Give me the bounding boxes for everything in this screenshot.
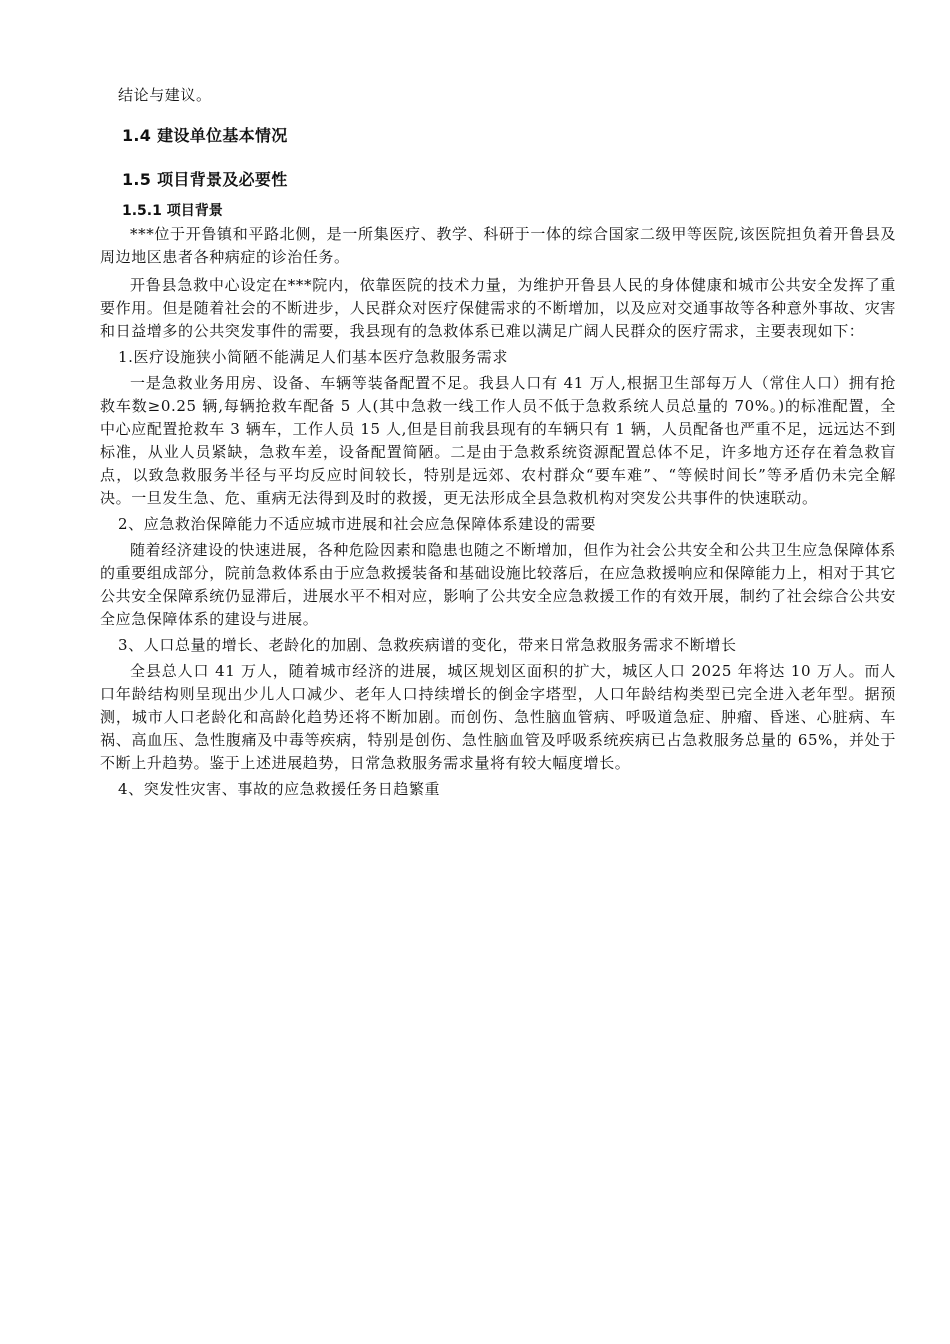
- heading-1-5-1: 1.5.1 项目背景: [122, 203, 223, 219]
- page-content: [100, 84, 896, 801]
- item-2-title: 2、应急救治保障能力不适应城市进展和社会应急保障体系建设的需要: [118, 515, 597, 533]
- heading-1-4: 1.4 建设单位基本情况: [122, 126, 288, 145]
- item-3-title: 3、人口总量的增长、老龄化的加剧、急救疾病谱的变化，带来日常急救服务需求不断增长: [118, 636, 737, 654]
- item-3-body: 全县总人口 41 万人，随着城市经济的进展，城区规划区面积的扩大，城区人口 2025 年将达 10 万人。而人口年龄结构则呈现出少儿人口减少、老年人口持续增长的倒金字塔型，人口年龄结构类型已完全进入老年型。据预测，城市人口老龄化和高龄化趋势还将不断加剧。而创伤、急性脑血管病、呼吸道急症、肿瘤、昏迷、心脏病、车祸、高血压、急性腹痛及中毒等疾病，特别是创伤、急性脑血管及呼吸系统疾病已占急救服务总量的 65%，并处于不断上升趋势。鉴于上述进展趋势，日常急救服务需求量将有较大幅度增长。: [100, 662, 896, 772]
- item-1-title: 1.医疗设施狭小简陋不能满足人们基本医疗急救服务需求: [118, 348, 508, 366]
- item-2-body: 随着经济建设的快速进展，各种危险因素和隐患也随之不断增加，但作为社会公共安全和公共卫生应急保障体系的重要组成部分，院前急救体系由于应急救援装备和基础设施比较落后，在应急救援响应和保障能力上，相对于其它公共安全保障系统仍显滞后，进展水平不相对应，影响了公共安全应急救援工作的有效开展，制约了社会综合公共安全应急保障体系的建设与进展。: [100, 541, 896, 628]
- paragraph-conclusion-tail: 结论与建议。: [118, 86, 212, 104]
- heading-1-5: 1.5 项目背景及必要性: [122, 170, 288, 189]
- paragraph-hospital-intro: ***位于开鲁镇和平路北侧，是一所集医疗、教学、科研于一体的综合国家二级甲等医院,该医院担负着开鲁县及周边地区患者各种病症的诊治任务。: [100, 225, 896, 266]
- paragraph-emergency-center: 开鲁县急救中心设定在***院内，依靠医院的技术力量，为维护开鲁县人民的身体健康和城市公共安全发挥了重要作用。但是随着社会的不断进步，人民群众对医疗保健需求的不断增加，以及应对交通事故等各种意外事故、灾害和日益增多的公共突发事件的需要，我县现有的急救体系已难以满足广阔人民群众的医疗需求，主要表现如下：: [100, 276, 896, 340]
- item-1-body: 一是急救业务用房、设备、车辆等装备配置不足。我县人口有 41 万人,根据卫生部每万人（常住人口）拥有抢救车数≥0.25 辆,每辆抢救车配备 5 人(其中急救一线工作人员不低于急救系统人员总量的 70%。)的标准配置，全中心应配置抢救车 3 辆车，工作人员 15 人,但是目前我县现有的车辆只有 1 辆，人员配备也严重不足，远远达不到标准，从业人员紧缺，急救车差，设备配置简陋。二是由于急救系统资源配置总体不足，许多地方还存在着急救盲点，以致急救服务半径与平均反应时间较长，特别是远郊、农村群众“要车难”、“等候时间长”等矛盾仍未完全解决。一旦发生急、危、重病无法得到及时的救援，更无法形成全县急救机构对突发公共事件的快速联动。: [100, 374, 896, 507]
- item-4-title: 4、突发性灾害、事故的应急救援任务日趋繁重: [118, 780, 441, 798]
